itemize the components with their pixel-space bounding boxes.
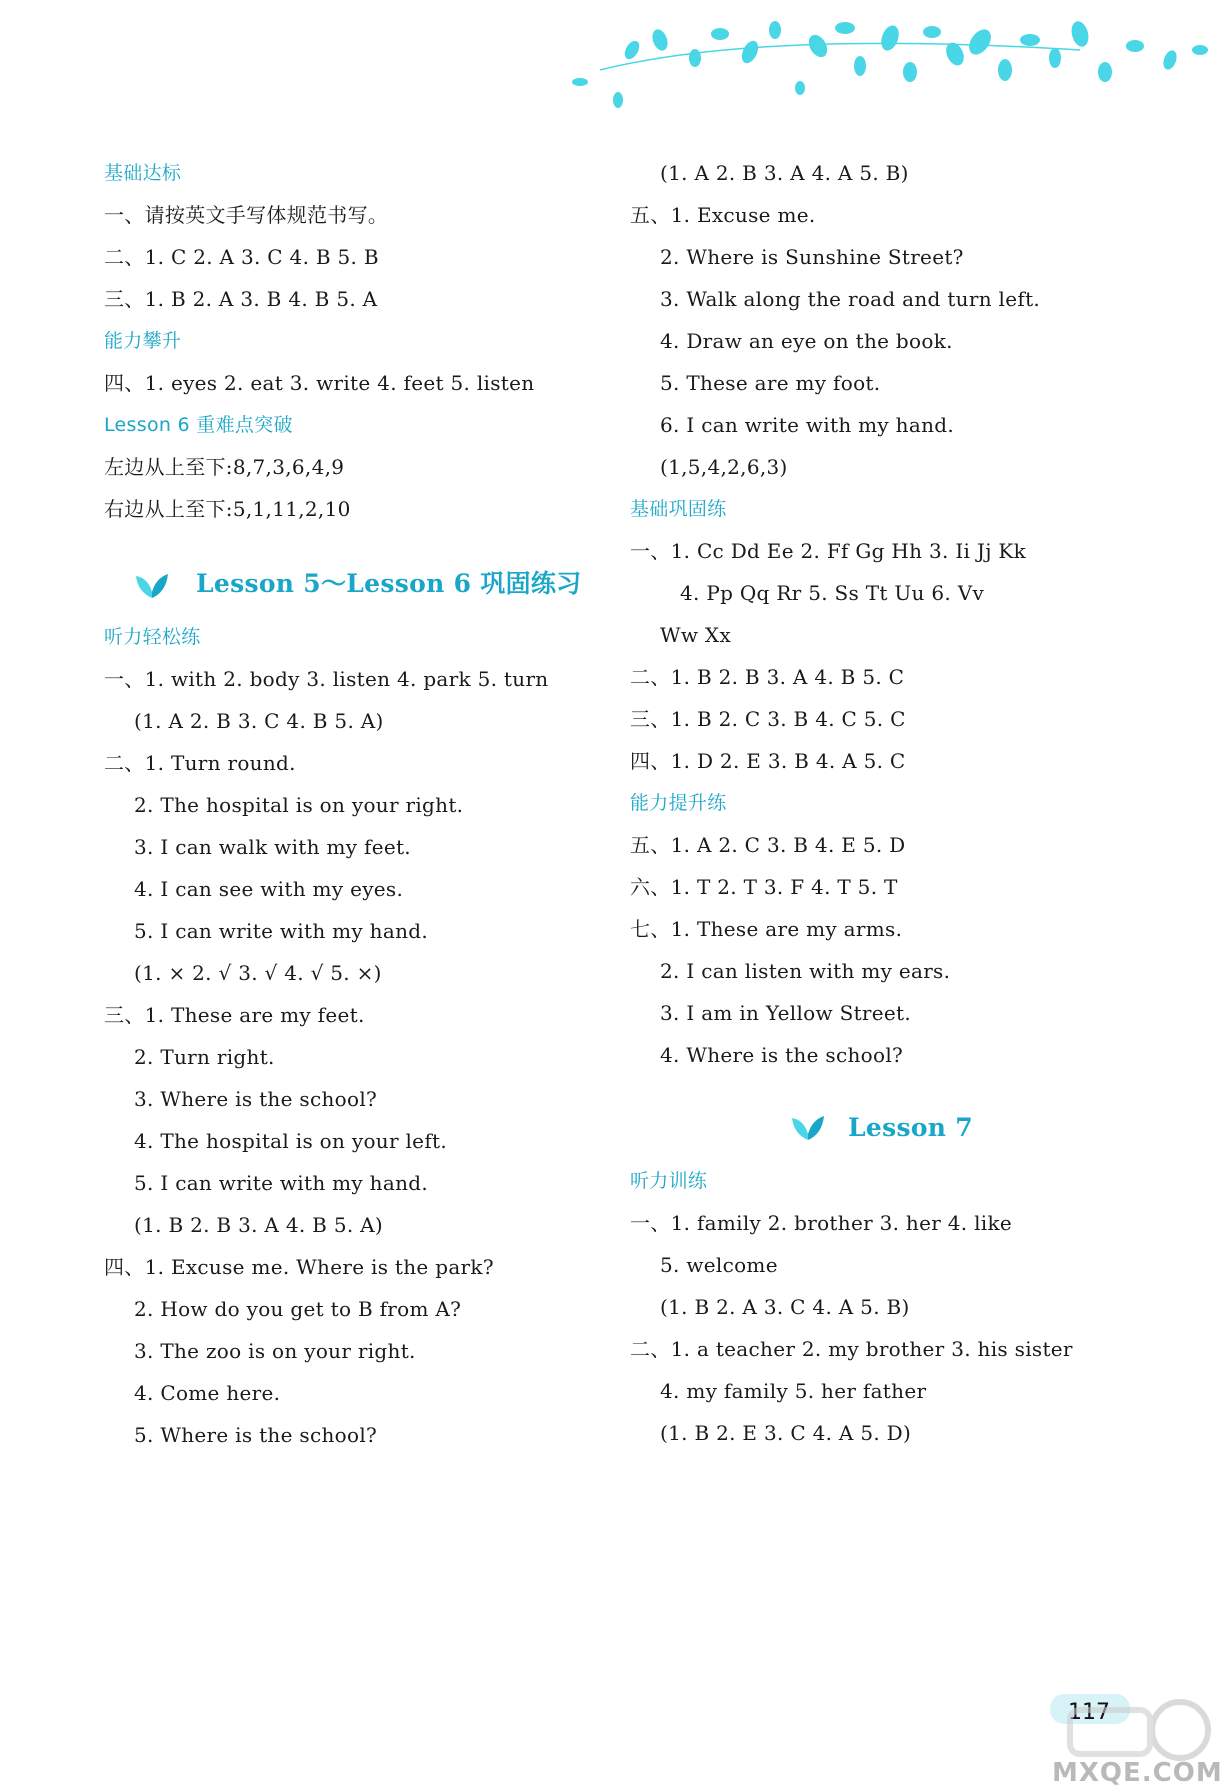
section-heading: 听力轻松练	[104, 626, 201, 648]
answer-line: 二、1. B 2. B 3. A 4. B 5. C	[630, 665, 905, 689]
answer-line: (1,5,4,2,6,3)	[660, 455, 788, 479]
section-heading: 基础巩固练	[630, 498, 727, 520]
answer-line: 一、1. Cc Dd Ee 2. Ff Gg Hh 3. Ii Jj Kk	[630, 539, 1027, 563]
answer-line: 5. Where is the school?	[134, 1423, 378, 1447]
answer-line: 五、1. Excuse me.	[630, 203, 816, 227]
answer-line: 5. I can write with my hand.	[134, 1171, 429, 1195]
page-number: 117	[1068, 1700, 1110, 1725]
answer-line: 5. I can write with my hand.	[134, 919, 429, 943]
answer-line: 四、1. Excuse me. Where is the park?	[104, 1255, 494, 1279]
answer-line: (1. B 2. E 3. C 4. A 5. D)	[660, 1421, 912, 1445]
answer-line: (1. B 2. B 3. A 4. B 5. A)	[134, 1213, 384, 1237]
lesson-title: Lesson 7	[848, 1113, 973, 1142]
answer-line: 二、1. a teacher 2. my brother 3. his sister	[630, 1337, 1073, 1361]
lesson-title: Lesson 5～Lesson 6 巩固练习	[196, 569, 582, 598]
answer-line: (1. A 2. B 3. A 4. A 5. B)	[660, 161, 909, 185]
answer-line: 四、1. eyes 2. eat 3. write 4. feet 5. listen	[104, 371, 535, 395]
leaf-icon	[134, 570, 170, 600]
answer-line: 右边从上至下:5,1,11,2,10	[104, 497, 351, 521]
answer-line: 三、1. These are my feet.	[104, 1003, 365, 1027]
answer-line: 2. Turn right.	[134, 1045, 275, 1069]
answer-line: 四、1. D 2. E 3. B 4. A 5. C	[630, 749, 906, 773]
answer-line: 3. I can walk with my feet.	[134, 835, 411, 859]
leaf-decoration	[560, 10, 1220, 120]
answer-line: 2. Where is Sunshine Street?	[660, 245, 964, 269]
answer-line: 六、1. T 2. T 3. F 4. T 5. T	[630, 875, 898, 899]
answer-line: 左边从上至下:8,7,3,6,4,9	[104, 455, 345, 479]
answer-line: 2. How do you get to B from A?	[134, 1297, 462, 1321]
answer-line: 三、1. B 2. C 3. B 4. C 5. C	[630, 707, 906, 731]
answer-line: 4. Pp Qq Rr 5. Ss Tt Uu 6. Vv	[680, 581, 985, 605]
answer-line: 4. my family 5. her father	[660, 1379, 927, 1403]
answer-line: (1. B 2. A 3. C 4. A 5. B)	[660, 1295, 910, 1319]
answer-line: 4. Where is the school?	[660, 1043, 904, 1067]
answer-line: 2. The hospital is on your right.	[134, 793, 464, 817]
section-heading: 能力提升练	[630, 792, 727, 814]
answer-line: 5. These are my foot.	[660, 371, 881, 395]
answer-line: 4. The hospital is on your left.	[134, 1129, 448, 1153]
answer-line: 2. I can listen with my ears.	[660, 959, 951, 983]
answer-line: 3. Where is the school?	[134, 1087, 378, 1111]
watermark-text: MXQE.COM	[1052, 1758, 1223, 1788]
section-heading: 听力训练	[630, 1170, 708, 1192]
answer-line: 二、1. C 2. A 3. C 4. B 5. B	[104, 245, 379, 269]
answer-line: (1. A 2. B 3. C 4. B 5. A)	[134, 709, 384, 733]
section-heading: 能力攀升	[104, 330, 182, 352]
answer-line: 6. I can write with my hand.	[660, 413, 955, 437]
section-heading: 基础达标	[104, 162, 182, 184]
answer-line: 一、请按英文手写体规范书写。	[104, 203, 389, 227]
leaf-icon	[790, 1112, 826, 1142]
answer-line: 3. Walk along the road and turn left.	[660, 287, 1041, 311]
answer-line: 4. Draw an eye on the book.	[660, 329, 953, 353]
answer-line: Ww Xx	[660, 623, 732, 647]
answer-line: 七、1. These are my arms.	[630, 917, 903, 941]
answer-line: 3. I am in Yellow Street.	[660, 1001, 912, 1025]
answer-line: 4. I can see with my eyes.	[134, 877, 404, 901]
answer-line: 三、1. B 2. A 3. B 4. B 5. A	[104, 287, 378, 311]
answer-line: 二、1. Turn round.	[104, 751, 296, 775]
answer-line: 一、1. family 2. brother 3. her 4. like	[630, 1211, 1013, 1235]
answer-line: 5. welcome	[660, 1253, 778, 1277]
answer-line: 4. Come here.	[134, 1381, 281, 1405]
answer-line: 五、1. A 2. C 3. B 4. E 5. D	[630, 833, 906, 857]
answer-line: (1. × 2. √ 3. √ 4. √ 5. ×)	[134, 961, 382, 985]
answer-line: 3. The zoo is on your right.	[134, 1339, 416, 1363]
section-heading: Lesson 6 重难点突破	[104, 414, 293, 436]
answer-line: 一、1. with 2. body 3. listen 4. park 5. turn	[104, 667, 549, 691]
